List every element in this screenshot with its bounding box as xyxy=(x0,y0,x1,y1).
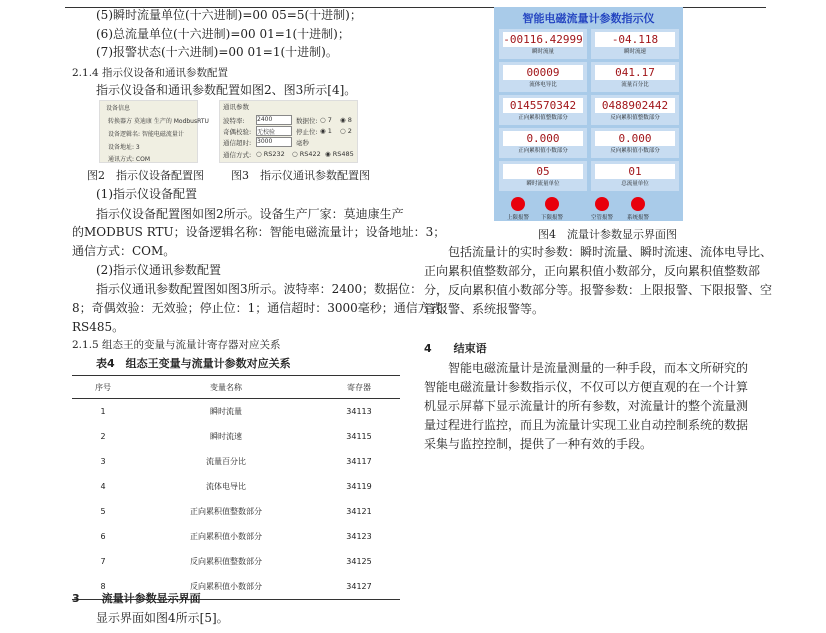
readout-label: 反向累积值整数部分 xyxy=(610,115,660,121)
alarm-light-icon xyxy=(595,197,609,211)
readout-label: 瞬时流速 xyxy=(623,49,646,55)
table-cell: 8 xyxy=(72,574,134,600)
table-row xyxy=(72,449,400,474)
readout-value: 00009 xyxy=(503,65,583,80)
readout-label: 流量百分比 xyxy=(621,82,649,88)
alarm-indicator xyxy=(582,197,622,221)
table-cell: 正向累积值整数部分 xyxy=(190,507,262,516)
readout-value: -00116.42999 xyxy=(503,33,583,46)
value: 2 xyxy=(347,127,352,135)
section-heading: 2.1.4 指示仪设备和通讯参数配置 xyxy=(72,67,229,79)
figure-3-comm-config xyxy=(219,100,358,163)
group-label: 通讯参数 xyxy=(223,103,249,111)
list-item: (6)总流量单位(十六进制)=00 01=1(十进制)； xyxy=(96,27,350,41)
table-cell: 反向累积值小数部分 xyxy=(134,574,318,600)
value: RS485 xyxy=(332,150,354,158)
table-cell: 34115 xyxy=(346,432,372,441)
table-cell: 流体电导比 xyxy=(206,482,246,491)
figure-2-device-config xyxy=(99,100,209,163)
label: 通信超时: xyxy=(223,139,252,147)
radio-rs485[interactable]: ◉ RS485 xyxy=(325,150,354,158)
table-row xyxy=(72,424,400,449)
group-label: 设备信息 xyxy=(106,105,131,112)
parity-select[interactable] xyxy=(256,126,292,136)
table-cell: 2 xyxy=(100,432,106,441)
readout-label: 正向累积值小数部分 xyxy=(518,148,568,154)
readout-cell xyxy=(499,128,587,158)
table-cell: 反向累积值整数部分 xyxy=(190,557,262,566)
column-header: 寄存器 xyxy=(318,376,400,399)
alarm-light-icon xyxy=(631,197,645,211)
table-cell: 流量百分比 xyxy=(206,457,246,466)
table-title: 表4 组态王变量与流量计参数对应关系 xyxy=(96,357,291,370)
field-text: 通讯方式: COM xyxy=(108,156,151,163)
table-row xyxy=(72,399,400,425)
table-cell: 34113 xyxy=(346,407,372,416)
field-text: 设备地址: 3 xyxy=(108,144,140,151)
list-item: (5)瞬时流量单位(十六进制)=00 05=5(十进制)； xyxy=(96,8,362,22)
section-heading: 2.1.5 组态王的变量与流量计寄存器对应关系 xyxy=(72,339,281,351)
alarm-light-icon xyxy=(511,197,525,211)
table-row xyxy=(72,524,400,549)
readout-label: 反向累积值小数部分 xyxy=(610,148,660,154)
paragraph: RS485。 xyxy=(72,320,125,334)
indicator-panel xyxy=(494,7,683,221)
table-cell: 3 xyxy=(100,457,106,466)
value: RS422 xyxy=(299,150,321,158)
alarm-label: 空管报警 xyxy=(590,215,613,221)
table-cell: 34121 xyxy=(346,507,372,516)
panel-title: 智能电磁流量计参数指示仪 xyxy=(522,12,655,25)
alarm-indicator xyxy=(532,197,572,221)
readout-cell xyxy=(499,95,587,125)
readout-cell xyxy=(591,161,679,191)
table-cell: 5 xyxy=(100,507,106,516)
paragraph: 的MODBUS RTU；设备逻辑名称：智能电磁流量计；设备地址：3； xyxy=(72,225,446,239)
table-cell: 34123 xyxy=(346,532,372,541)
table-cell: 1 xyxy=(100,407,106,416)
value: RS232 xyxy=(263,150,285,158)
paragraph: 指示仪设备和通讯参数配置如图2、图3所示[4]。 xyxy=(96,83,357,97)
paragraph-line: 采集与监控控制，提供了一种有效的手段。 xyxy=(424,437,653,451)
value: 3000 xyxy=(257,138,273,145)
value: 1 xyxy=(327,127,332,135)
radio-8[interactable]: ◉ 8 xyxy=(340,116,352,124)
paragraph: 指示仪通讯参数配置图如图3所示。波特率：2400；数据位： xyxy=(96,282,423,296)
readout-value: 0145570342 xyxy=(503,98,583,113)
paragraph-line: 量过程进行监控，而且为流量计实现工业自动控制系统的数据 xyxy=(424,418,749,432)
paragraph-line: 分，反向累积值小数部分等。报警参数：上限报警、下限报警、空 xyxy=(424,283,773,297)
alarm-light-icon xyxy=(545,197,559,211)
baud-select[interactable] xyxy=(256,115,292,125)
value: 无校验 xyxy=(257,129,276,136)
paragraph-line: 机显示屏幕下显示流量计的所有参数，对流量计的整个流量测 xyxy=(424,399,749,413)
figure-caption: 图3 指示仪通讯参数配置图 xyxy=(231,169,370,182)
readout-label: 流体电导比 xyxy=(529,82,557,88)
paragraph: 指示仪设备配置图如图2所示。设备生产厂家：莫迪康生产 xyxy=(96,207,404,221)
field-text: 设备逻辑名: 智能电磁流量计 xyxy=(108,131,184,138)
readout-label: 瞬时流量单位 xyxy=(526,181,560,187)
table-cell: 34117 xyxy=(346,457,372,466)
table-cell: 瞬时流速 xyxy=(210,432,242,441)
readout-cell xyxy=(499,29,587,59)
field-text: 转换器方 莫迪康 生产的 ModbusRTU xyxy=(108,118,209,125)
column-header: 序号 xyxy=(72,376,134,399)
table-cell: 34125 xyxy=(346,557,372,566)
section-heading: 3 流量计参数显示界面 xyxy=(72,592,201,605)
table-cell: 正向累积值小数部分 xyxy=(190,532,262,541)
label: 通信方式: xyxy=(223,151,252,159)
readout-label: 瞬时流量 xyxy=(531,49,554,55)
readout-value: 041.17 xyxy=(595,65,675,80)
paragraph-line: 智能电磁流量计是流量测量的一种手段，而本文所研究的 xyxy=(448,361,749,375)
table-cell: 瞬时流量 xyxy=(210,407,242,416)
alarm-label: 下限报警 xyxy=(540,215,563,221)
section-heading: 4 结束语 xyxy=(424,342,487,355)
figure-caption: 图4 流量计参数显示界面图 xyxy=(538,228,677,241)
radio-1[interactable]: ◉ 1 xyxy=(320,127,332,135)
radio-rs422[interactable]: ○ RS422 xyxy=(292,150,321,158)
readout-cell xyxy=(591,95,679,125)
readout-cell xyxy=(591,62,679,92)
table-cell: 6 xyxy=(100,532,106,541)
label: 停止位: xyxy=(296,128,318,136)
radio-2[interactable]: ○ 2 xyxy=(340,127,352,135)
paragraph: 显示界面如图4所示[5]。 xyxy=(96,611,229,625)
readout-value: 01 xyxy=(595,164,675,179)
variable-register-table xyxy=(72,375,400,600)
table-row xyxy=(72,549,400,574)
table-row xyxy=(72,499,400,524)
subheading: (1)指示仪设备配置 xyxy=(96,187,197,201)
readout-value: 05 xyxy=(503,164,583,179)
column-header: 变量名称 xyxy=(134,376,318,399)
subheading: (2)指示仪通讯参数配置 xyxy=(96,263,221,277)
figure-caption: 图2 指示仪设备配置图 xyxy=(87,169,204,182)
table-row xyxy=(72,474,400,499)
table-cell: 34119 xyxy=(346,482,372,491)
paragraph: 通信方式：COM。 xyxy=(72,244,176,258)
timeout-input[interactable] xyxy=(256,137,292,147)
paragraph-line: 包括流量计的实时参数：瞬时流量、瞬时流速、流体电导比、 xyxy=(448,245,773,259)
paragraph-line: 智能电磁流量计参数指示仪，不仅可以方便直观的在一个计算 xyxy=(424,380,749,394)
radio-7[interactable]: ○ 7 xyxy=(320,116,332,124)
table-cell: 34127 xyxy=(318,574,400,600)
list-item: (7)报警状态(十六进制)=00 01=1(十进制)。 xyxy=(96,45,338,59)
table-cell: 4 xyxy=(100,482,106,491)
readout-cell xyxy=(499,62,587,92)
readout-label: 总流量单位 xyxy=(621,181,649,187)
label: 波特率: xyxy=(223,117,245,125)
readout-value: 0.000 xyxy=(595,131,675,146)
value: 2400 xyxy=(257,116,273,123)
readout-value: 0488902442 xyxy=(595,98,675,113)
alarm-indicator xyxy=(618,197,658,221)
readout-value: -04.118 xyxy=(595,32,675,47)
value: 8 xyxy=(347,116,352,124)
readout-cell xyxy=(591,128,679,158)
paragraph: 8；奇偶效验：无效验；停止位：1；通信超时：3000毫秒；通信方式： xyxy=(72,301,454,315)
label: 数据位: xyxy=(296,117,318,125)
table-cell: 7 xyxy=(100,557,106,566)
paragraph-line: 管报警、系统报警等。 xyxy=(424,302,545,316)
label: 奇偶校验: xyxy=(223,128,252,136)
value: 7 xyxy=(327,116,332,124)
readout-cell xyxy=(591,29,679,59)
radio-rs232[interactable]: ○ RS232 xyxy=(256,150,285,158)
alarm-label: 系统报警 xyxy=(626,215,649,221)
readout-label: 正向累积值整数部分 xyxy=(518,115,568,121)
readout-value: 0.000 xyxy=(503,131,583,146)
label: 毫秒 xyxy=(296,139,309,147)
readout-cell xyxy=(499,161,587,191)
alarm-label: 上限报警 xyxy=(506,215,529,221)
paragraph-line: 正向累积值整数部分，正向累积值小数部分，反向累积值整数部 xyxy=(424,264,761,278)
